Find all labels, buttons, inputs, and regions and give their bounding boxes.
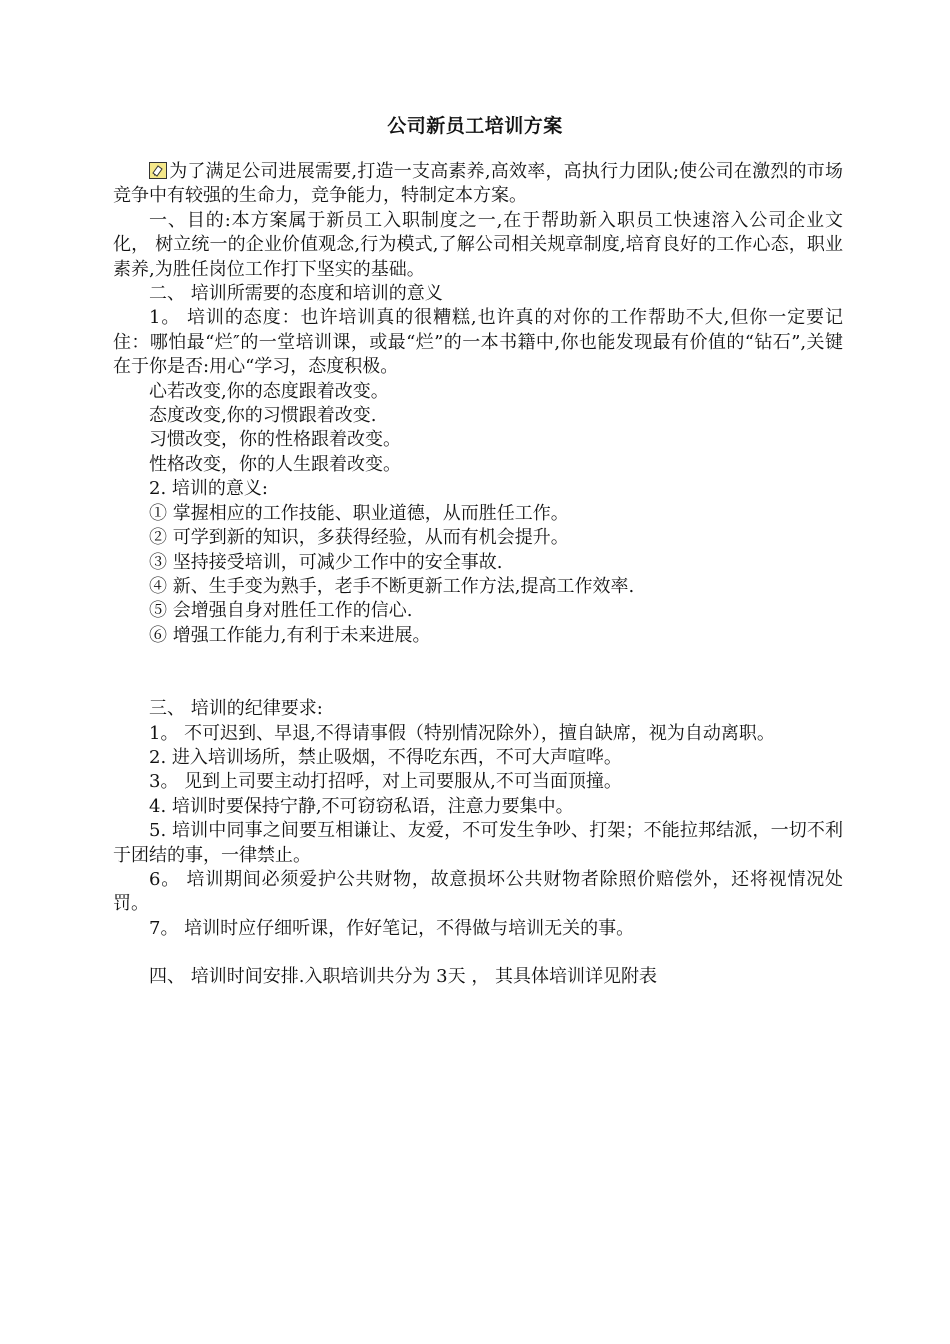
discipline-item: 6。 培训期间必须爱护公共财物，故意损坏公共财物者除照价赔偿外，还将视情况处罚。	[113, 868, 843, 915]
attitude-line: 态度改变,你的习惯跟着改变.	[149, 405, 377, 427]
discipline-item: 5. 培训中同事之间要互相谦让、友爱，不可发生争吵、打架；不能拉邦结派，一切不利于团结的事，一律禁止。	[113, 820, 843, 866]
meaning-item: ⑤ 会增强自身对胜任工作的信心.	[149, 600, 413, 622]
intro-text: 为了满足公司进展需要,打造一支高素养,高效率，高执行力团队;使公司在激烈的市场竞争中有较强的生命力，竞争能力，特制定本方案。	[113, 161, 843, 207]
discipline-item: 3。 见到上司要主动打招呼，对上司要服从,不可当面顶撞。	[149, 771, 622, 793]
meaning-item: ① 掌握相应的工作技能、职业道德，从而胜任工作。	[149, 502, 569, 524]
section3-heading: 三、 培训的纪律要求:	[149, 698, 323, 720]
meaning-item: ⑥ 增强工作能力,有利于未来进展。	[149, 624, 431, 646]
purpose-paragraph: 一、目的:本方案属于新员工入职制度之一,在于帮助新入职员工快速溶入公司企业文化， 树立统一的企业价值观念,行为模式,了解公司相关规章制度,培育良好的工作心态，职业素养,为胜任岗位工作打下坚实的基础。	[113, 209, 843, 280]
meaning-item: ② 可学到新的知识，多获得经验，从而有机会提升。	[149, 527, 569, 549]
meaning-item: ④ 新、生手变为熟手，老手不断更新工作方法,提高工作效率.	[149, 575, 635, 597]
spacer	[113, 648, 843, 697]
attitude-line: 习惯改变，你的性格跟着改变。	[149, 429, 401, 451]
document-edit-icon	[149, 162, 167, 179]
meaning-item: ③ 坚持接受培训，可减少工作中的安全事故.	[149, 551, 503, 573]
discipline-item: 4. 培训时要保持宁静,不可窃窃私语，注意力要集中。	[149, 795, 574, 817]
spacer	[113, 941, 843, 965]
meaning-heading: 2. 培训的意义:	[149, 478, 268, 500]
document-body	[113, 160, 843, 990]
discipline-item: 1。 不可迟到、早退,不得请事假（特别情况除外），擅自缺席，视为自动离职。	[149, 722, 775, 744]
attitude-line: 性格改变，你的人生跟着改变。	[149, 453, 401, 475]
intro-paragraph	[113, 160, 843, 209]
attitude-line: 心若改变,你的态度跟着改变。	[149, 380, 389, 402]
section2-heading: 二、 培训所需要的态度和培训的意义	[149, 283, 443, 305]
document-title: 公司新员工培训方案	[387, 115, 563, 137]
discipline-item: 2. 进入培训场所，禁止吸烟，不得吃东西，不可大声喧哗。	[149, 746, 622, 768]
discipline-item: 7。 培训时应仔细听课，作好笔记，不得做与培训无关的事。	[149, 917, 635, 939]
section4-paragraph: 四、 培训时间安排.入职培训共分为 3天 ， 其具体培训详见附表	[149, 966, 658, 988]
attitude-paragraph: 1。 培训的态度：也许培训真的很糟糕,也许真的对你的工作帮助不大,但你一定要记住：哪怕最“烂″的一堂培训课，或最“烂”的一本书籍中,你也能发现最有价值的“钻石”,关键在于你是否:用心“学习，态度积极。	[113, 307, 843, 378]
